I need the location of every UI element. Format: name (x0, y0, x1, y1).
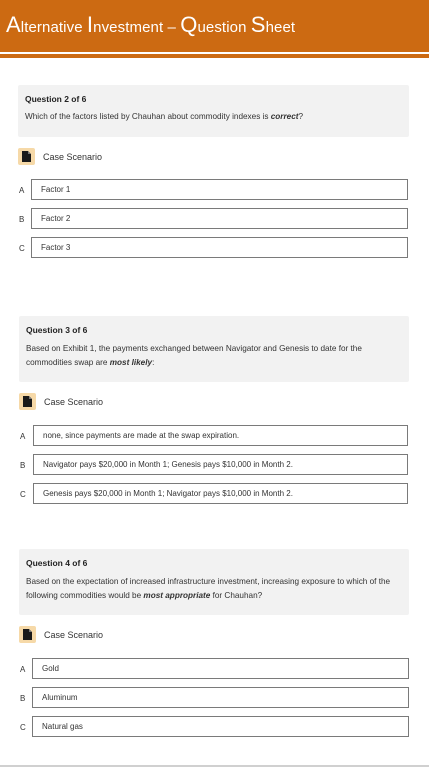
answer-option-a[interactable] (31, 179, 408, 200)
case-scenario-link[interactable] (19, 626, 103, 643)
answer-option-c[interactable] (31, 237, 408, 258)
option-text: Genesis pays $20,000 in Month 1; Navigator pays $10,000 in Month 2. (43, 489, 293, 498)
option-text: Factor 1 (41, 185, 71, 194)
option-text: Aluminum (42, 693, 78, 702)
answer-option-a[interactable] (33, 425, 408, 446)
answer-option-c[interactable] (32, 716, 409, 737)
option-text: Gold (42, 664, 59, 673)
option-letter: A (20, 432, 26, 441)
bottom-divider (0, 765, 429, 767)
page-title: Alternative Investment – Question Sheet (6, 12, 296, 37)
option-text: Navigator pays $20,000 in Month 1; Genesis pays $10,000 in Month 2. (43, 460, 293, 469)
case-scenario-link[interactable] (19, 393, 103, 410)
case-scenario-label: Case Scenario (44, 629, 104, 640)
header-underline (0, 54, 429, 58)
option-letter: B (20, 694, 26, 703)
answer-option-b[interactable] (32, 687, 409, 708)
option-letter: B (19, 215, 25, 224)
question-box (18, 85, 409, 137)
question-number: Question 4 of 6 (26, 558, 88, 568)
case-scenario-label: Case Scenario (43, 151, 103, 162)
header-bar (0, 0, 429, 52)
option-text: Natural gas (42, 722, 83, 731)
answer-option-b[interactable] (33, 454, 408, 475)
option-text: Factor 2 (41, 214, 71, 223)
answer-option-a[interactable] (32, 658, 409, 679)
document-icon (18, 148, 35, 165)
option-letter: C (19, 244, 25, 253)
document-icon (19, 393, 36, 410)
case-scenario-link[interactable] (18, 148, 102, 165)
question-text: Which of the factors listed by Chauhan about commodity indexes is correct? (25, 112, 304, 121)
question-text: Based on the expectation of increased infrastructure investment, increasing exposure to which of the following commodities would be most appropriate for Chauhan? (26, 577, 391, 600)
option-letter: C (20, 490, 26, 499)
question-number: Question 2 of 6 (25, 94, 87, 104)
option-letter: C (20, 723, 26, 732)
option-letter: B (20, 461, 26, 470)
answer-option-b[interactable] (31, 208, 408, 229)
question-box (19, 549, 409, 615)
option-letter: A (19, 186, 25, 195)
answer-option-c[interactable] (33, 483, 408, 504)
case-scenario-label: Case Scenario (44, 396, 104, 407)
question-text: Based on Exhibit 1, the payments exchanged between Navigator and Genesis to date for the commodities swap are most likely: (26, 344, 362, 367)
document-icon (19, 626, 36, 643)
question-box (19, 316, 409, 382)
option-text: Factor 3 (41, 243, 71, 252)
option-text: none, since payments are made at the swap expiration. (43, 431, 240, 440)
option-letter: A (20, 665, 26, 674)
question-number: Question 3 of 6 (26, 325, 88, 335)
